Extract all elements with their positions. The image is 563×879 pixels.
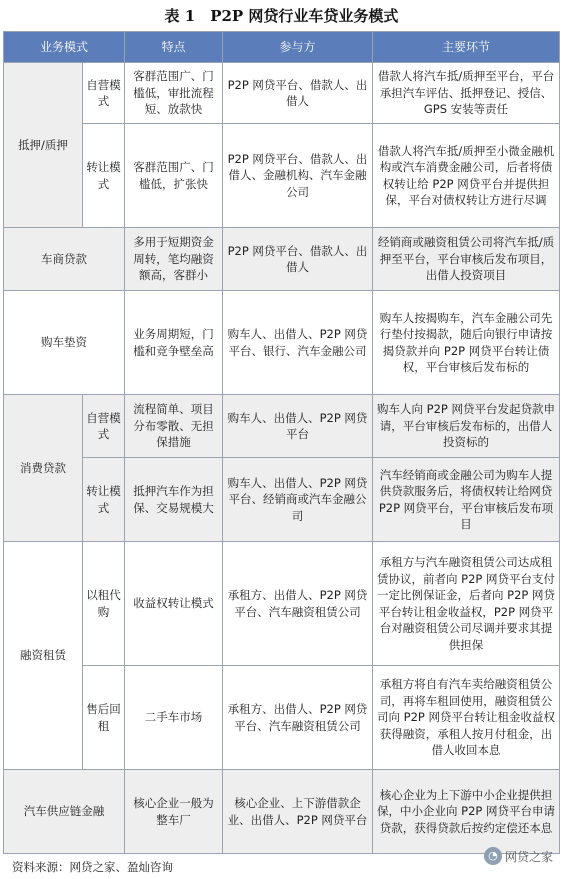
watermark [484, 847, 553, 865]
feature-cell: 核心企业一般为整车厂 [125, 770, 223, 854]
feature-cell: 二手车市场 [125, 666, 223, 770]
header-step: 主要环节 [373, 32, 560, 63]
table-row [4, 770, 560, 854]
mode-cell: 融资租赁 [4, 542, 83, 770]
watermark-text: 网贷之家 [504, 849, 553, 864]
feature-cell: 抵押汽车作为担保、交易规模大 [125, 458, 223, 542]
feature-cell: 客群范围广、门槛低，扩张快 [125, 124, 223, 228]
submode-cell: 售后回租 [83, 666, 125, 770]
party-cell: 购车人、出借人、P2P 网贷平台、银行、汽车金融公司 [223, 291, 373, 395]
table-row [4, 395, 560, 458]
mode-cell: 购车垫资 [4, 291, 125, 395]
table-header-row [4, 32, 560, 63]
mode-cell: 汽车供应链金融 [4, 770, 125, 854]
step-cell: 承租方与汽车融资租赁公司达成租赁协议，前者向 P2P 网贷平台支付一定比例保证金，后者向 P2P 网贷平台转让租金收益权，P2P 网贷平台对融资租赁公司尽调并要求其提供担保 [373, 542, 560, 666]
watermark-logo-icon: ◔ [484, 847, 502, 865]
submode-cell: 以租代购 [83, 542, 125, 666]
step-cell: 借款人将汽车抵/质押至平台，平台承担汽车评估、抵押登记、授信、GPS 安装等责任 [373, 63, 560, 124]
party-cell: 购车人、出借人、P2P 网贷平台、经销商或汽车金融公司 [223, 458, 373, 542]
mode-cell: 消费贷款 [4, 395, 83, 542]
submode-cell: 自营模式 [83, 63, 125, 124]
feature-cell: 客群范围广、门槛低，审批流程短、放款快 [125, 63, 223, 124]
feature-cell: 业务周期短，门槛和竞争壁垒高 [125, 291, 223, 395]
party-cell: 核心企业、上下游借款企业、出借人、P2P 网贷平台 [223, 770, 373, 854]
submode-cell: 转让模式 [83, 458, 125, 542]
step-cell: 汽车经销商或金融公司为购车人提供贷款服务后，将债权转让给网贷 P2P 网贷平台，平台审核后发布项目 [373, 458, 560, 542]
car-loan-mode-table [3, 31, 560, 854]
table-row [4, 291, 560, 395]
mode-cell: 车商贷款 [4, 228, 125, 291]
step-cell: 购车人向 P2P 网贷平台发起贷款申请，平台审核后发布标的，出借人投资标的 [373, 395, 560, 458]
party-cell: P2P 网贷平台、借款人、出借人 [223, 228, 373, 291]
feature-cell: 流程简单、项目分布零散、无担保措施 [125, 395, 223, 458]
step-cell: 承租方将自有汽车卖给融资租赁公司，再将车租回使用，融资租赁公司向 P2P 网贷平台转让租金收益权获得融资，承租人按月付租金，出借人收回本息 [373, 666, 560, 770]
step-cell: 购车人按揭购车，汽车金融公司先行垫付按揭款，随后向银行申请按揭贷款并向 P2P 网贷平台转让债权，平台审核后发布标的 [373, 291, 560, 395]
header-feature: 特点 [125, 32, 223, 63]
party-cell: P2P 网贷平台、借款人、出借人、金融机构、汽车金融公司 [223, 124, 373, 228]
feature-cell: 多用于短期资金周转，笔均融资额高，客群小 [125, 228, 223, 291]
table-row [4, 228, 560, 291]
table-row [4, 542, 560, 666]
mode-cell: 抵押/质押 [4, 63, 83, 228]
party-cell: 购车人、出借人、P2P 网贷平台 [223, 395, 373, 458]
header-mode: 业务模式 [4, 32, 125, 63]
party-cell: 承租方、出借人、P2P 网贷平台、汽车融资租赁公司 [223, 666, 373, 770]
feature-cell: 收益权转让模式 [125, 542, 223, 666]
table-row [4, 124, 560, 228]
header-party: 参与方 [223, 32, 373, 63]
party-cell: P2P 网贷平台、借款人、出借人 [223, 63, 373, 124]
source-note: 资料来源：网贷之家、盈灿咨询 [12, 860, 173, 874]
submode-cell: 转让模式 [83, 124, 125, 228]
step-cell: 核心企业为上下游中小企业提供担保，中小企业向 P2P 网贷平台申请贷款，获得贷款后按约定偿还本息 [373, 770, 560, 854]
table-row [4, 63, 560, 124]
party-cell: 承租方、出借人、P2P 网贷平台、汽车融资租赁公司 [223, 542, 373, 666]
step-cell: 经销商或融资租赁公司将汽车抵/质押至平台，平台审核后发布项目，出借人投资项目 [373, 228, 560, 291]
table-title: 表 1 P2P 网贷行业车贷业务模式 [164, 7, 399, 25]
table-row [4, 458, 560, 542]
submode-cell: 自营模式 [83, 395, 125, 458]
table-row [4, 666, 560, 770]
step-cell: 借款人将汽车抵/质押至小微金融机构或汽车消费金融公司，后者将债权转让给 P2P 网贷平台并提供担保，平台对债权转让方进行尽调 [373, 124, 560, 228]
